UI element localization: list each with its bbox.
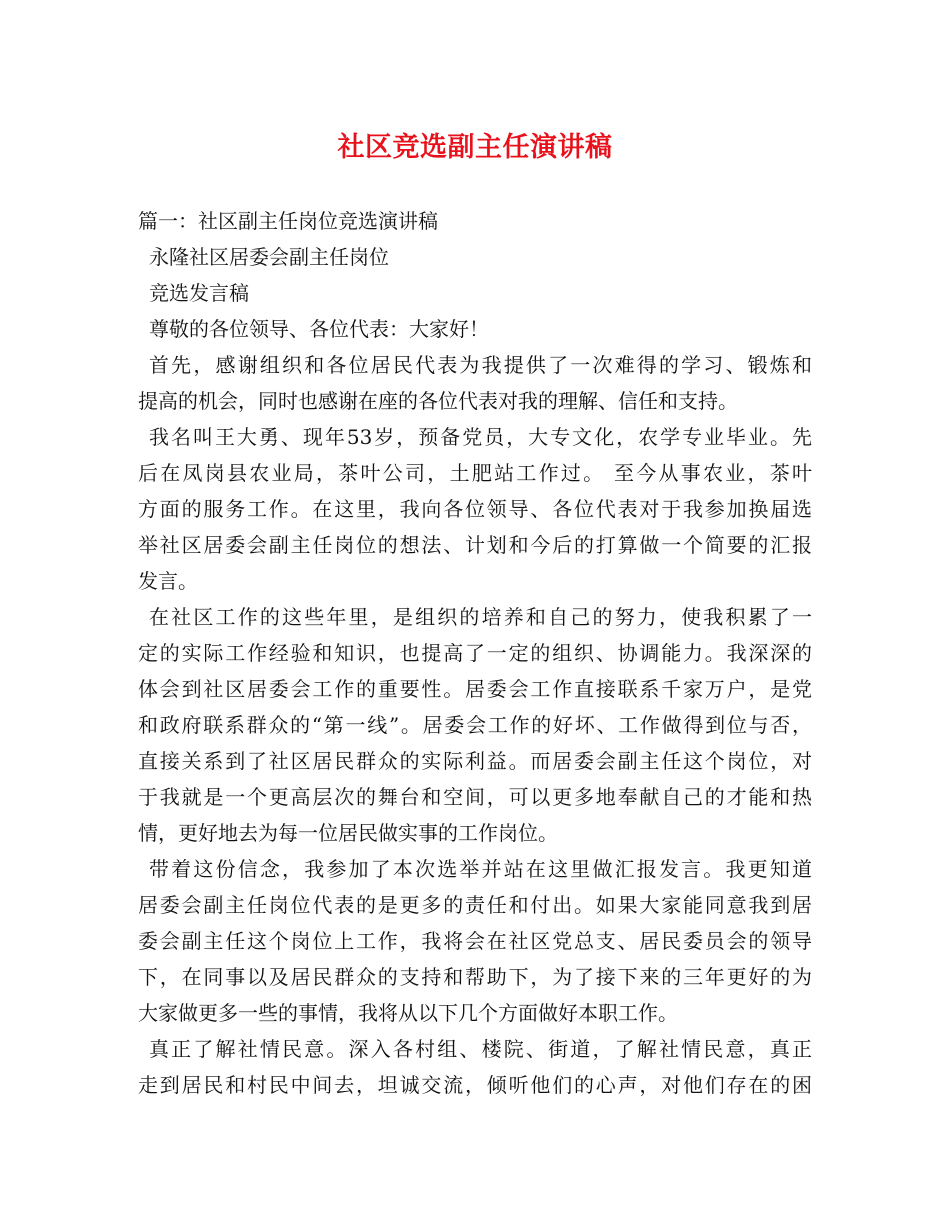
body-text-line: 走到居民和村民中间去，坦诚交流，倾听他们的心声，对他们存在的困 bbox=[138, 1073, 812, 1097]
body-text-line: 居委会副主任岗位代表的是更多的责任和付出。如果大家能同意我到居 bbox=[138, 893, 812, 917]
body-text-line: 真正了解社情民意。深入各村组、楼院、街道，了解社情民意，真正 bbox=[149, 1037, 812, 1061]
body-text-line: 体会到社区居委会工作的重要性。居委会工作直接联系千家万户，是党 bbox=[138, 677, 812, 701]
body-text-line: 下，在同事以及居民群众的支持和帮助下，为了接下来的三年更好的为 bbox=[138, 965, 812, 989]
document-body bbox=[138, 203, 812, 1103]
body-text-line: 尊敬的各位领导、各位代表：大家好！ bbox=[149, 317, 489, 341]
body-text-line: 首先，感谢组织和各位居民代表为我提供了一次难得的学习、锻炼和 bbox=[149, 353, 812, 377]
body-text-line: 于我就是一个更高层次的舞台和空间，可以更多地奉献自己的才能和热 bbox=[138, 785, 812, 809]
body-text-line: 举社区居委会副主任岗位的想法、计划和今后的打算做一个简要的汇报 bbox=[138, 533, 812, 557]
body-text-line: 委会副主任这个岗位上工作，我将会在社区党总支、居民委员会的领导 bbox=[138, 929, 812, 953]
body-text-line: 提高的机会，同时也感谢在座的各位代表对我的理解、信任和支持。 bbox=[138, 389, 738, 413]
body-text-line: 后在凤岗县农业局，茶叶公司，土肥站工作过。 至今从事农业，茶叶 bbox=[138, 461, 812, 485]
body-text-line: 和政府联系群众的“第一线”。居委会工作的好坏、工作做得到位与否， bbox=[138, 713, 812, 737]
body-text-line: 竞选发言稿 bbox=[149, 281, 249, 305]
document-title: 社区竞选副主任演讲稿 bbox=[337, 132, 613, 163]
body-text-line: 直接关系到了社区居民群众的实际利益。而居委会副主任这个岗位，对 bbox=[138, 749, 812, 773]
body-text-line: 我名叫王大勇、现年53岁，预备党员，大专文化，农学专业毕业。先 bbox=[149, 425, 812, 449]
body-text-line: 带着这份信念，我参加了本次选举并站在这里做汇报发言。我更知道 bbox=[149, 857, 812, 881]
body-text-line: 篇一：社区副主任岗位竞选演讲稿 bbox=[138, 209, 438, 233]
body-text-line: 大家做更多一些的事情，我将从以下几个方面做好本职工作。 bbox=[138, 1001, 678, 1025]
body-text-line: 定的实际工作经验和知识，也提高了一定的组织、协调能力。我深深的 bbox=[138, 641, 812, 665]
body-text-line: 发言。 bbox=[138, 569, 198, 593]
body-text-line: 情，更好地去为每一位居民做实事的工作岗位。 bbox=[138, 821, 558, 845]
body-text-line: 方面的服务工作。在这里，我向各位领导、各位代表对于我参加换届选 bbox=[138, 497, 812, 521]
body-text-line: 在社区工作的这些年里，是组织的培养和自己的努力，使我积累了一 bbox=[149, 605, 812, 629]
body-text-line: 永隆社区居委会副主任岗位 bbox=[149, 245, 389, 269]
